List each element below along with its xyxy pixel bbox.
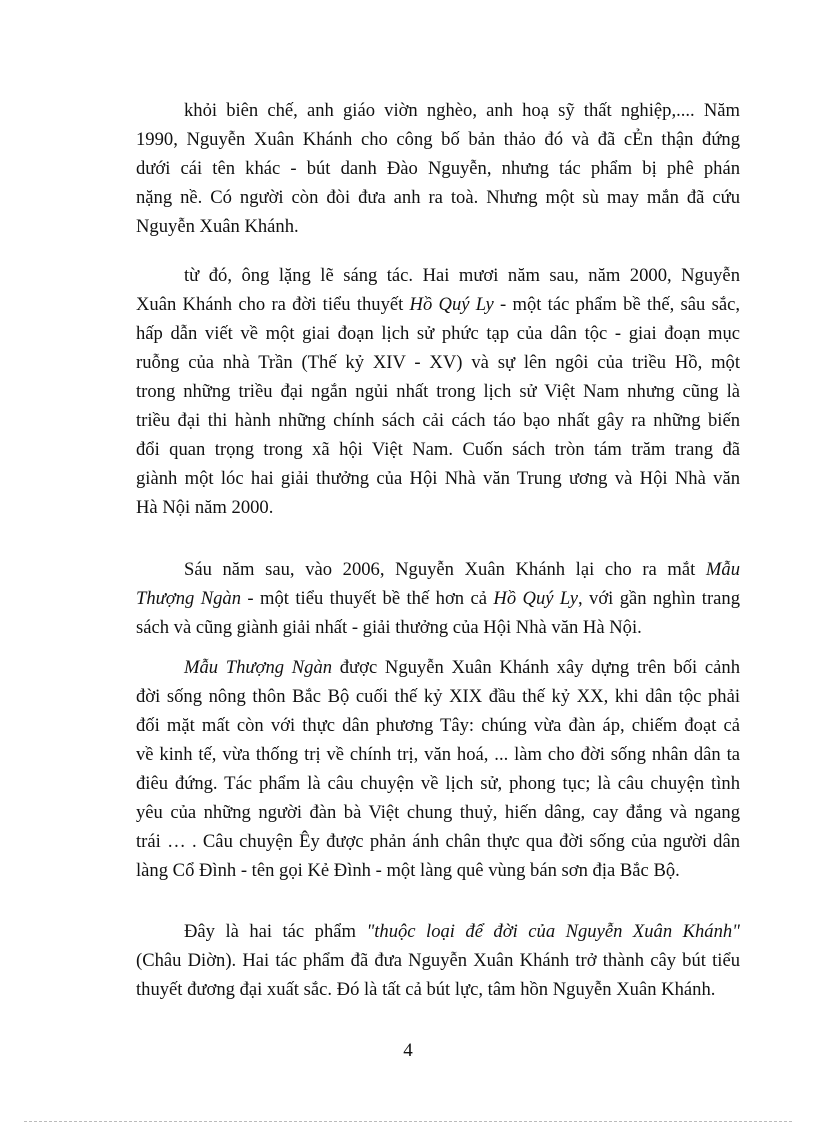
text-line	[136, 975, 740, 1004]
text-line	[136, 584, 740, 613]
line-text: Sáu năm sau, vào 2006, Nguyễn Xuân Khánh lại cho ra mắt	[184, 559, 706, 580]
text-line	[136, 212, 740, 241]
line-text: đời sống nông thôn Bắc Bộ cuối thế kỷ XIX đầu thế kỷ XX, khi dân tộc phải	[136, 686, 740, 707]
paragraph-2	[136, 261, 740, 522]
text-line	[136, 798, 740, 827]
text-line	[136, 917, 740, 946]
line-text: 1990, Nguyễn Xuân Khánh cho công bố bản thảo đó và đã cẺn thận đứng	[136, 129, 740, 150]
line-text: đối mặt mất còn với thực dân phương Tây: chúng vừa đàn áp, chiếm đoạt cả	[136, 715, 740, 736]
line-text: điêu đứng. Tác phẩm là câu chuyện về lịch sử, phong tục; là câu chuyện tình	[136, 773, 740, 794]
italic-title: Hồ Quý Ly	[409, 294, 494, 315]
line-text: - một tiểu thuyết bề thế hơn cả	[241, 588, 494, 609]
text-line	[136, 769, 740, 798]
line-text: nặng nề. Có người còn đòi đưa anh ra toà. Nhưng một sù may mắn đã cứu	[136, 187, 740, 208]
text-line	[136, 183, 740, 212]
line-text: giành một lóc hai giải thưởng của Hội Nhà văn Trung ương và Hội Nhà văn	[136, 468, 740, 489]
text-line	[136, 555, 740, 584]
paragraph-5	[136, 917, 740, 1004]
line-text: Đây là hai tác phẩm	[184, 921, 367, 942]
italic-title: Hồ Quý Ly	[493, 588, 578, 609]
line-text: triều đại thi hành những chính sách cải cách táo bạo nhất gây ra những biến	[136, 410, 740, 431]
line-text: Nguyễn Xuân Khánh.	[136, 216, 299, 237]
text-line	[136, 125, 740, 154]
text-line	[136, 435, 740, 464]
text-line	[136, 96, 740, 125]
line-text: - một tác phẩm bề thế, sâu sắc,	[493, 294, 740, 315]
line-text: , với gần nghìn trang	[577, 588, 740, 609]
line-text: ruỗng của nhà Trần (Thế kỷ XIV - XV) và sự lên ngôi của triều Hồ, một	[136, 352, 740, 373]
line-text: (Châu Diờn). Hai tác phẩm đã đưa Nguyễn Xuân Khánh trở thành cây bút tiểu	[136, 950, 740, 971]
page-number: 4	[403, 1040, 413, 1061]
line-text: hấp dẫn viết về một giai đoạn lịch sử phức tạp của dân tộc - giai đoạn mục	[136, 323, 740, 344]
text-line	[136, 261, 740, 290]
italic-title: Mẫu Thượng Ngàn	[184, 657, 333, 678]
line-text: Hà Nội năm 2000.	[136, 497, 274, 518]
text-line	[136, 827, 740, 856]
text-line	[136, 856, 740, 885]
line-text: trong những triều đại ngắn ngủi nhất trong lịch sử Việt Nam nhưng cũng là	[136, 381, 740, 402]
line-text: trái … . Câu chuyện Êy được phản ánh chân thực qua đời sống của người dân	[136, 831, 740, 852]
text-line	[136, 740, 740, 769]
text-line	[136, 377, 740, 406]
italic-title: Thượng Ngàn	[136, 588, 242, 609]
italic-title: Mẫu	[705, 559, 740, 580]
text-line	[136, 613, 740, 642]
text-line	[136, 464, 740, 493]
text-line	[136, 319, 740, 348]
italic-title: "thuộc loại để đời của Nguyễn Xuân Khánh"	[366, 921, 740, 942]
line-text: về kinh tế, vừa thống trị về chính trị, văn hoá, ... làm cho đời sống nhân dân ta	[136, 744, 740, 765]
text-line	[136, 653, 740, 682]
text-line	[136, 406, 740, 435]
text-line	[136, 711, 740, 740]
paragraph-3	[136, 555, 740, 642]
text-line	[136, 348, 740, 377]
line-text: sách và cũng giành giải nhất - giải thưởng của Hội Nhà văn Hà Nội.	[136, 617, 642, 638]
line-text: dưới cái tên khác - bút danh Đào Nguyễn, nhưng tác phẩm bị phê phán	[136, 158, 740, 179]
line-text: thuyết đương đại xuất sắc. Đó là tất cả bút lực, tâm hồn Nguyễn Xuân Khánh.	[136, 979, 716, 1000]
paragraph-1	[136, 96, 740, 241]
text-line	[136, 290, 740, 319]
line-text: khỏi biên chế, anh giáo viờn nghèo, anh hoạ sỹ thất nghiệp,.... Năm	[184, 100, 740, 121]
page-bottom-rule	[24, 1121, 792, 1122]
text-line	[136, 946, 740, 975]
line-text: yêu của những người đàn bà Việt chung thuỷ, hiến dâng, cay đắng và ngang	[136, 802, 740, 823]
line-text: từ đó, ông lặng lẽ sáng tác. Hai mươi năm sau, năm 2000, Nguyễn	[184, 265, 740, 286]
line-text: làng Cổ Đình - tên gọi Kẻ Đình - một làng quê vùng bán sơn địa Bắc Bộ.	[136, 860, 680, 881]
text-line	[136, 154, 740, 183]
text-line	[136, 682, 740, 711]
paragraph-4	[136, 653, 740, 885]
line-text: được Nguyễn Xuân Khánh xây dựng trên bối cảnh	[332, 657, 741, 678]
line-text: Xuân Khánh cho ra đời tiểu thuyết	[136, 294, 410, 315]
text-line	[136, 493, 740, 522]
line-text: đổi quan trọng trong xã hội Việt Nam. Cuốn sách tròn tám trăm trang đã	[136, 439, 740, 460]
